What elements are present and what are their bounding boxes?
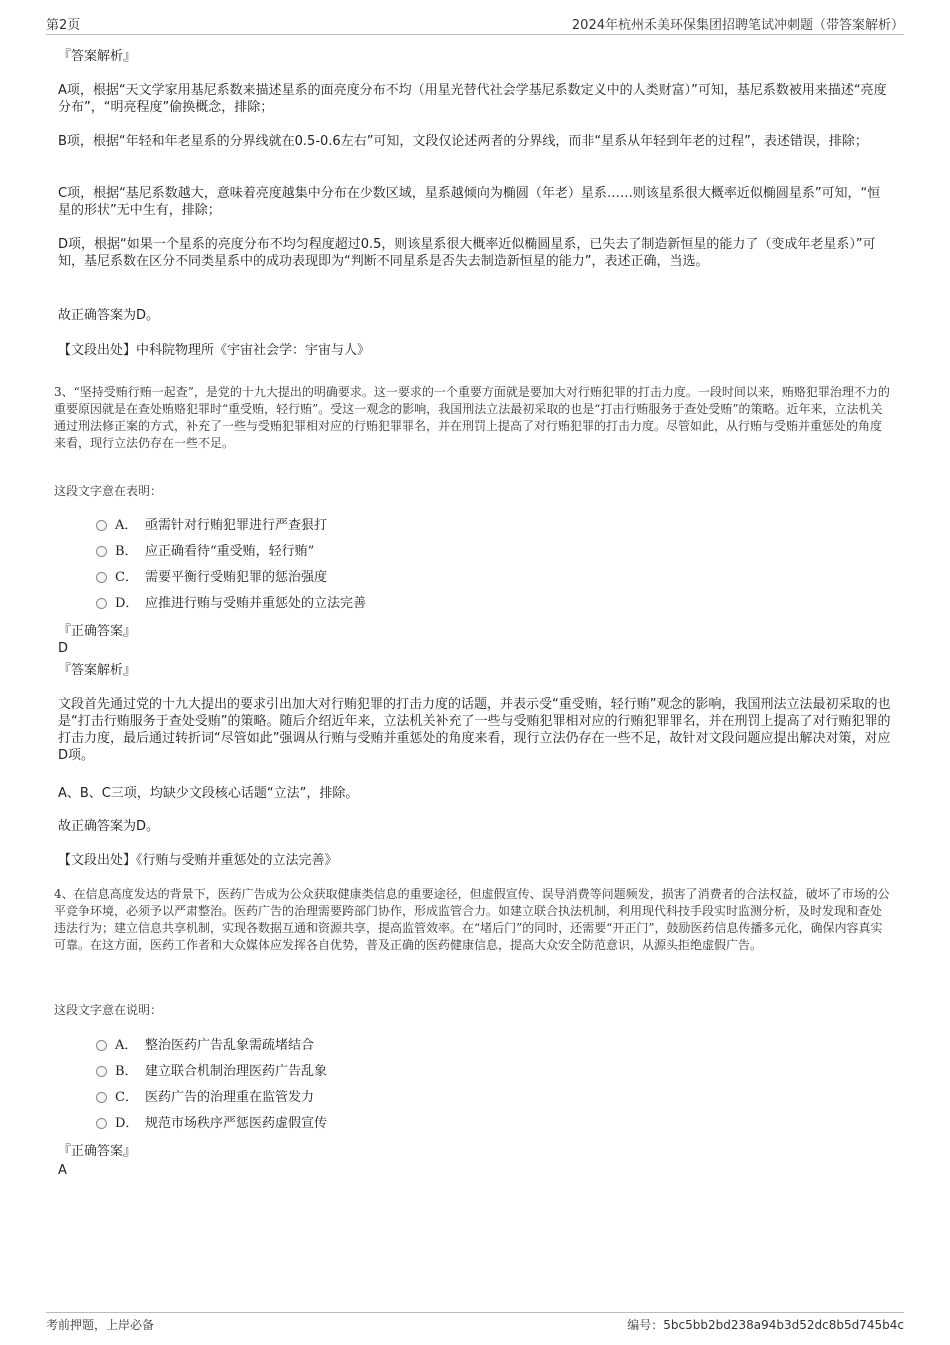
q3-source: 【文段出处】《行贿与受贿并重惩处的立法完善》 <box>58 853 338 868</box>
q4-question: 这段文字意在说明： <box>54 1003 163 1017</box>
option-key: D． <box>115 596 139 611</box>
q4-option-a[interactable] <box>96 1037 314 1054</box>
radio-icon[interactable] <box>96 1066 107 1077</box>
footer-slogan: 考前押题，上岸必备 <box>46 1318 155 1332</box>
option-text: 建立联合机制治理医药广告乱象 <box>145 1064 328 1079</box>
q3-conclusion: 故正确答案为D。 <box>58 819 160 834</box>
q3-analysis: 文段首先通过党的十九大提出的要求引出加大对行贿犯罪的打击力度的话题，并表示受“重受贿，轻行贿”观念的影响，我国刑法立法最初采取的也是“打击行贿服务于查处受贿”的策略。随后介绍近年来，立法机关补充了一些与受贿犯罪相对应的行贿犯罪罪名，并在刑罚上提高了对行贿犯罪的打击力度，最后通过转折词“尽管如此”强调从行贿与受贿并重惩处的角度来看，现行立法仍存在一些不足，故针对文段问题应提出解决对策，对应D项。 <box>58 697 891 763</box>
q2-analysis-b: B项，根据“年轻和年老星系的分界线就在0.5-0.6左右”可知，文段仅论述两者的分界线，而非“星系从年轻到年老的过程”，表述错误，排除； <box>58 134 868 149</box>
q3-option-c[interactable] <box>96 569 327 586</box>
radio-icon[interactable] <box>96 546 107 557</box>
q3-analysis-2: A、B、C三项，均缺少文段核心话题“立法”，排除。 <box>58 786 359 801</box>
q2-analysis-c: C项，根据“基尼系数越大，意味着亮度越集中分布在少数区域，星系越倾向为椭圆（年老）星系……则该星系很大概率近似椭圆星系”可知，“恒星的形状”无中生有，排除； <box>58 186 881 218</box>
option-text: 医药广告的治理重在监管发力 <box>145 1090 315 1105</box>
option-key: A． <box>115 518 138 533</box>
option-text: 应推进行贿与受贿并重惩处的立法完善 <box>145 596 367 611</box>
q4-option-b[interactable] <box>96 1063 327 1080</box>
q2-source: 【文段出处】中科院物理所《宇宙社会学：宇宙与人》 <box>58 343 371 358</box>
page-header <box>46 14 904 35</box>
option-text: 应正确看待“重受贿，轻行贿” <box>145 544 315 559</box>
page-footer <box>46 1312 904 1335</box>
option-text: 整治医药广告乱象需疏堵结合 <box>145 1038 315 1053</box>
option-key: C． <box>115 1090 138 1105</box>
q2-analysis-a: A项，根据“天文学家用基尼系数来描述星系的面亮度分布不均（用星光替代社会学基尼系数定义中的人类财富）”可知，基尼系数被用来描述“亮度分布”，“明亮程度”偷换概念，排除； <box>58 83 887 115</box>
q3-answer: D <box>58 641 69 656</box>
radio-icon[interactable] <box>96 1118 107 1129</box>
option-text: 规范市场秩序严惩医药虚假宣传 <box>145 1116 328 1131</box>
option-text: 需要平衡行受贿犯罪的惩治强度 <box>145 570 328 585</box>
q2-analysis-d: D项，根据“如果一个星系的亮度分布不均匀程度超过0.5，则该星系很大概率近似椭圆星系，已失去了制造新恒星的能力了（变成年老星系）”可知，基尼系数在区分不同类星系中的成功表现即为“判断不同星系是否失去制造新恒星的能力”，表述正确，当选。 <box>58 237 876 269</box>
q4-answer-heading: 『正确答案』 <box>58 1144 137 1159</box>
q3-question: 这段文字意在表明： <box>54 484 163 498</box>
q4-option-d[interactable] <box>96 1115 327 1132</box>
q2-analysis-heading: 『答案解析』 <box>58 49 137 64</box>
option-key: A． <box>115 1038 138 1053</box>
option-key: D． <box>115 1116 139 1131</box>
radio-icon[interactable] <box>96 1040 107 1051</box>
document-id: 编号：5bc5bb2bd238a94b3d52dc8b5d745b4c <box>627 1318 904 1332</box>
q4-passage: 4、在信息高度发达的背景下，医药广告成为公众获取健康类信息的重要途径，但虚假宣传、误导消费等问题频发，损害了消费者的合法权益，破坏了市场的公平竞争环境，必须予以严肃整治。医药广告的治理需要跨部门协作，形成监管合力。如建立联合执法机制，利用现代科技手段实时监测分析，及时发现和查处违法行为；建立信息共享机制，实现各数据互通和资源共享，提高监管效率。在“堵后门”的同时，还需要“开正门”，鼓励医药信息传播多元化，确保内容真实可靠。在这方面，医药工作者和大众媒体应发挥各自优势，普及正确的医药健康信息，提高大众安全防范意识，从源头拒绝虚假广告。 <box>54 887 890 952</box>
q3-option-b[interactable] <box>96 543 314 560</box>
q3-option-a[interactable] <box>96 517 327 534</box>
option-key: B． <box>115 544 138 559</box>
radio-icon[interactable] <box>96 572 107 583</box>
q2-conclusion: 故正确答案为D。 <box>58 308 160 323</box>
q3-analysis-heading: 『答案解析』 <box>58 663 137 678</box>
document-title: 2024年杭州禾美环保集团招聘笔试冲刺题（带答案解析） <box>571 18 904 33</box>
option-key: B． <box>115 1064 138 1079</box>
q3-passage: 3、“坚持受贿行贿一起查”，是党的十九大提出的明确要求。这一要求的一个重要方面就是要加大对行贿犯罪的打击力度。一段时间以来，贿赂犯罪治理不力的重要原因就是在查处贿赂犯罪时“重受贿，轻行贿”。受这一观念的影响，我国刑法立法最初采取的也是“打击行贿服务于查处受贿”的策略。近年来，立法机关通过刑法修正案的方式，补充了一些与受贿犯罪相对应的行贿犯罪罪名，并在刑罚上提高了对行贿犯罪的打击力度。尽管如此，从行贿与受贿并重惩处的角度来看，现行立法仍存在一些不足。 <box>54 385 890 450</box>
radio-icon[interactable] <box>96 598 107 609</box>
q3-answer-heading: 『正确答案』 <box>58 624 137 639</box>
q4-option-c[interactable] <box>96 1089 314 1106</box>
radio-icon[interactable] <box>96 520 107 531</box>
radio-icon[interactable] <box>96 1092 107 1103</box>
option-text: 亟需针对行贿犯罪进行严查狠打 <box>145 518 328 533</box>
option-key: C． <box>115 570 138 585</box>
q4-answer: A <box>58 1163 67 1178</box>
q3-option-d[interactable] <box>96 595 366 612</box>
page-number: 第2页 <box>46 18 81 33</box>
